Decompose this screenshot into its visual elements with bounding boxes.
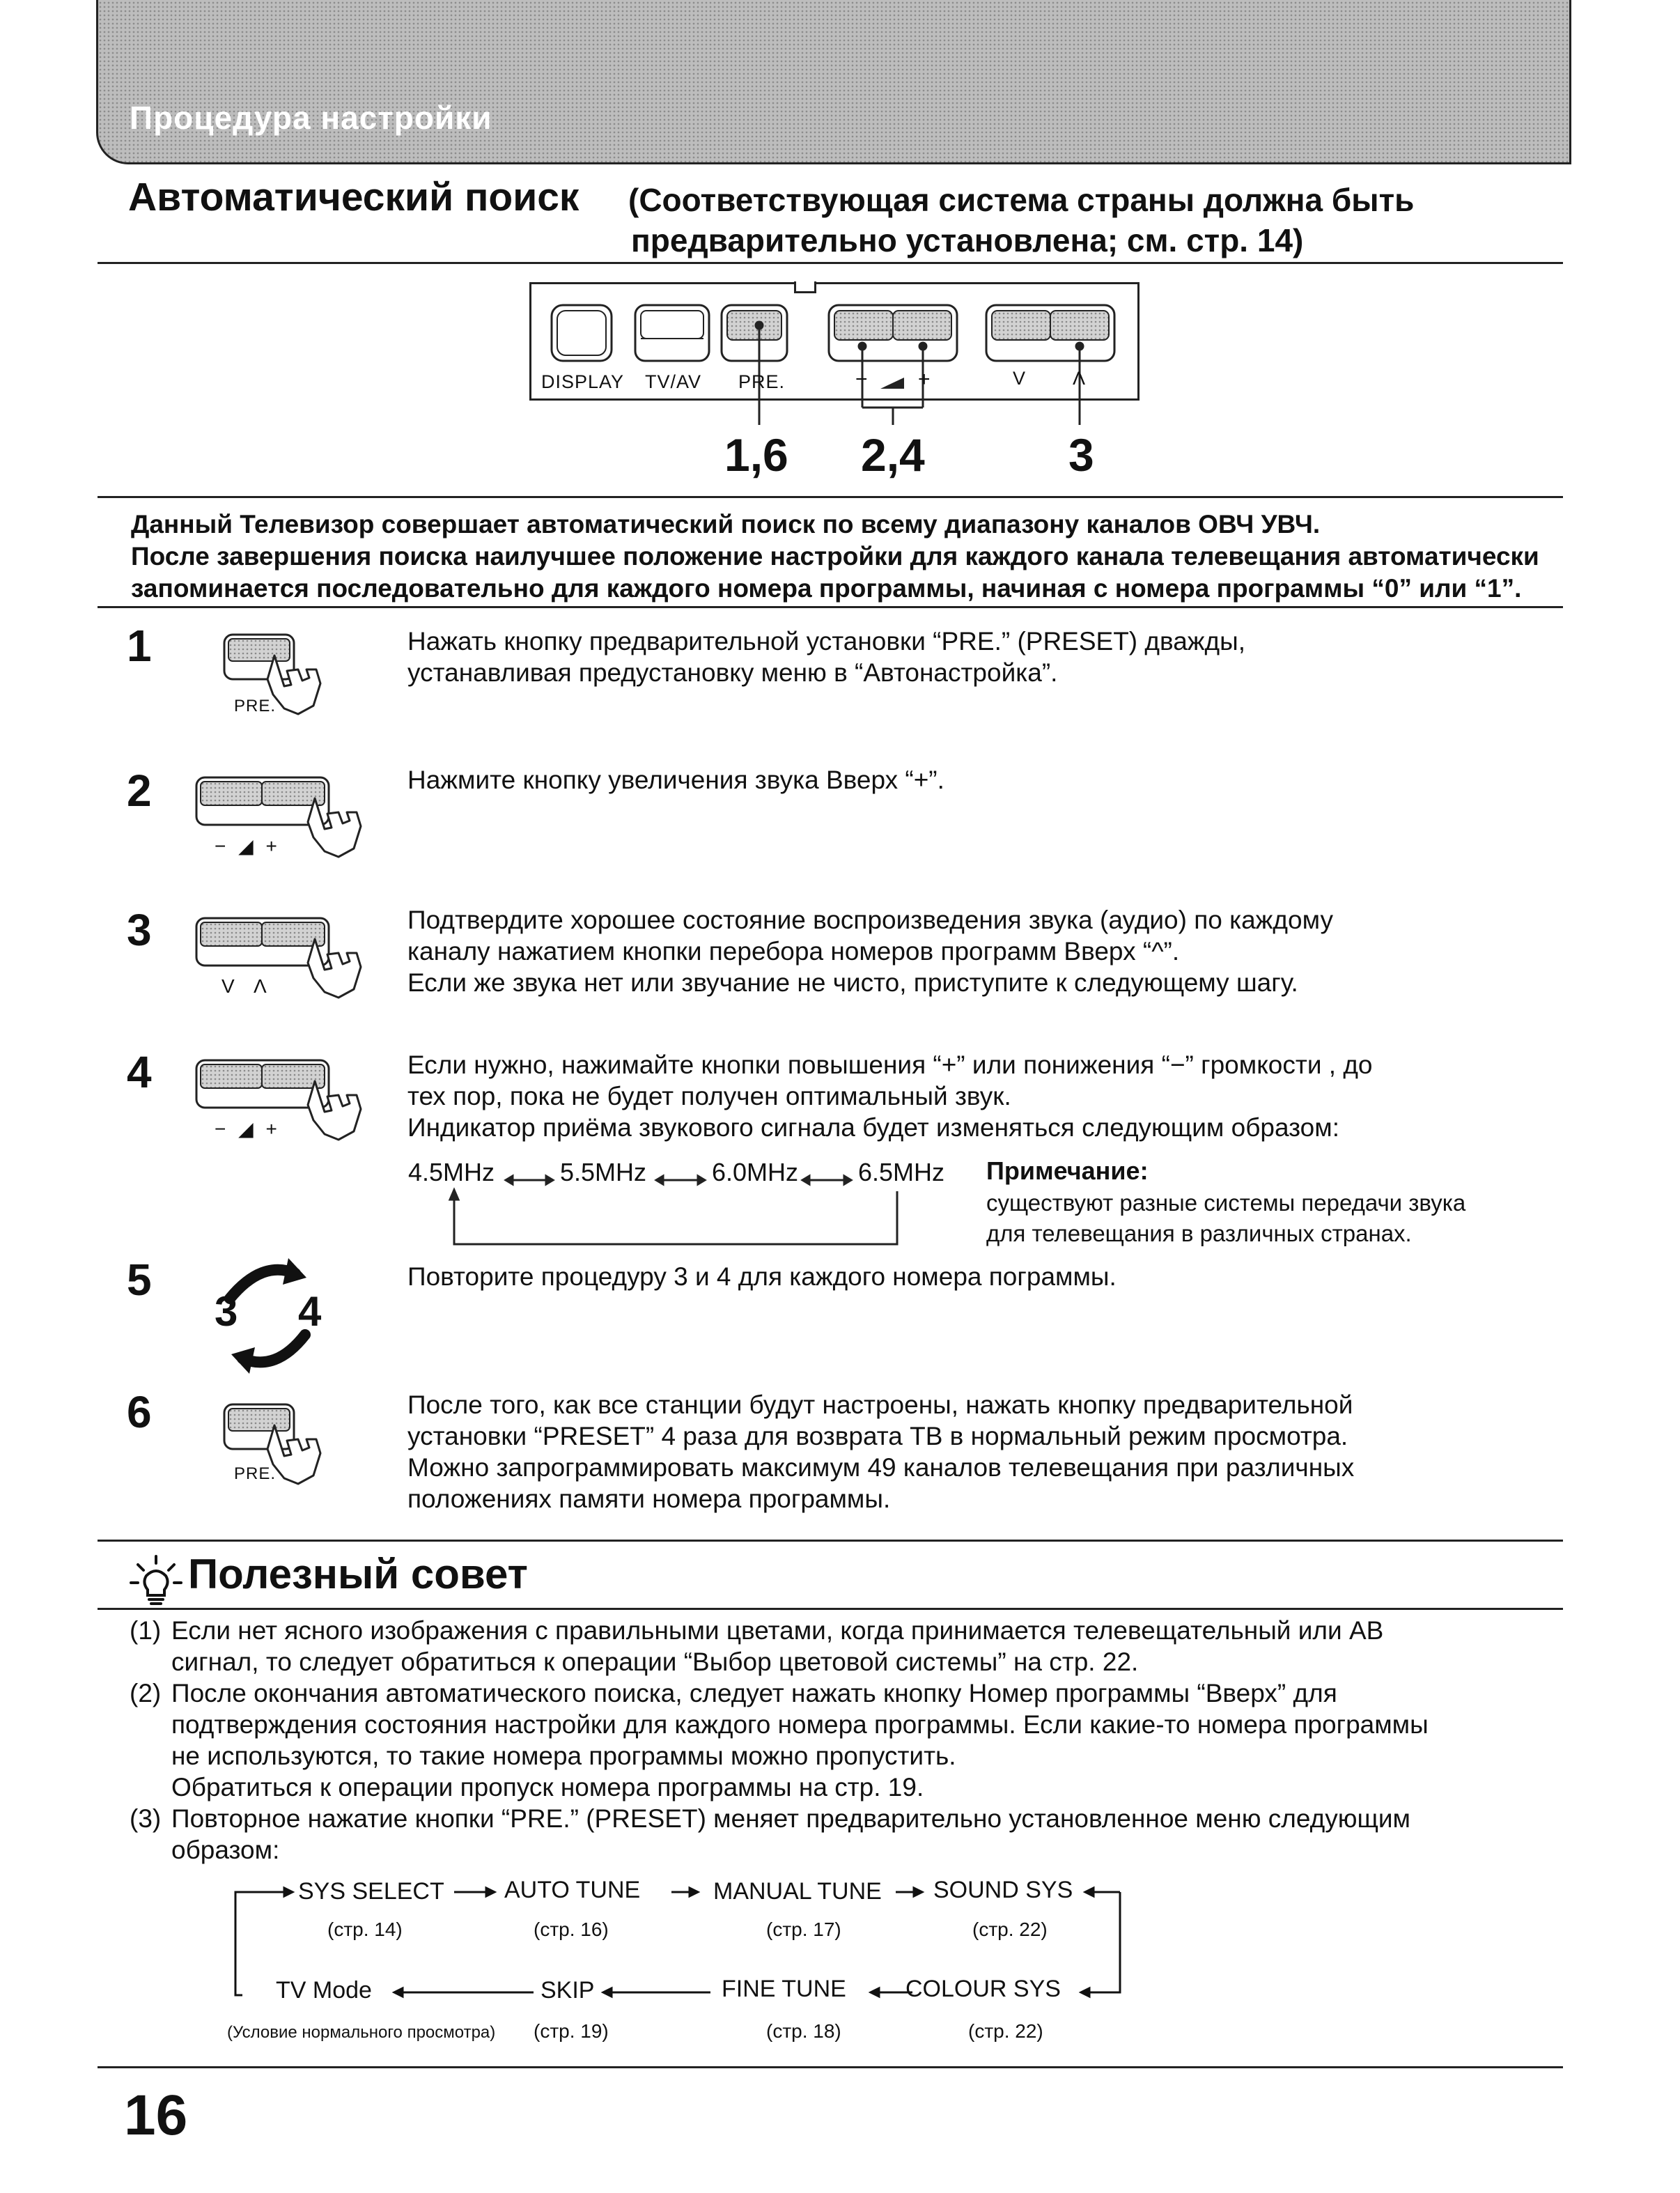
- hint-line: не используются, то такие номера программы можно пропустить.: [171, 1742, 956, 1770]
- flow-page-ref: (Условие нормального просмотра): [227, 2023, 496, 2042]
- flow-page-ref: (стр. 22): [968, 2020, 1043, 2042]
- tvav-label: TV/AV: [645, 371, 702, 392]
- icon-label: V Λ: [221, 975, 267, 997]
- step-text: [407, 1261, 1592, 1292]
- step-line: Нажать кнопку предварительной установки “PRE.” (PRESET) дважды,: [407, 627, 1246, 656]
- volume-wedge-icon: [879, 376, 905, 390]
- flow-page-ref: (стр. 18): [766, 2020, 841, 2042]
- flow-step-label: FINE TUNE: [722, 1976, 846, 2002]
- flow-page-ref: (стр. 17): [766, 1919, 841, 1940]
- step-text: [407, 1389, 1592, 1514]
- display-button-icon: [552, 305, 612, 361]
- hint-marker: (1): [130, 1616, 162, 1645]
- step-number: 4: [127, 1047, 152, 1097]
- flow-step-label: SOUND SYS: [933, 1877, 1073, 1903]
- page-title: Автоматический поиск: [128, 175, 580, 219]
- hint-list: [130, 1615, 1585, 1866]
- footer-divider: [98, 2066, 1563, 2068]
- pre-label: PRE.: [738, 371, 786, 392]
- step-text: [407, 1049, 1592, 1143]
- step-number: 1: [127, 621, 152, 671]
- display-label: DISPLAY: [541, 371, 625, 392]
- hint-line: образом:: [171, 1836, 280, 1864]
- hint-line: Если нет ясного изображения с правильными цветами, когда принимается телевещательный или АВ: [171, 1616, 1384, 1645]
- flow-step-label: MANUAL TUNE: [713, 1878, 882, 1905]
- lightbulb-icon: [128, 1553, 184, 1609]
- volume-minus-label: −: [855, 368, 869, 391]
- icon-label: PRE.: [234, 697, 277, 715]
- hint-line: Повторное нажатие кнопки “PRE.” (PRESET) меняет предварительно установленное меню следующим: [171, 1804, 1410, 1833]
- hint-title-divider: [98, 1608, 1563, 1610]
- cycle-step-four: 4: [298, 1288, 322, 1335]
- title-divider: [98, 262, 1563, 264]
- intro-top-divider: [98, 496, 1563, 498]
- flow-page-ref: (стр. 16): [534, 1919, 609, 1940]
- hint-item: [130, 1803, 1585, 1866]
- icon-label: − ◢ +: [215, 835, 278, 857]
- hint-item: [130, 1677, 1585, 1803]
- callout-number: 1,6: [724, 429, 788, 481]
- step-line: Нажмите кнопку увеличения звука Вверх “+”.: [407, 766, 944, 794]
- page-title-note: [628, 180, 1414, 261]
- cycle-step-three: 3: [215, 1288, 238, 1335]
- frequency-value: 4.5MHz: [408, 1158, 495, 1186]
- note-line: для телевещания в различных странах.: [986, 1221, 1412, 1246]
- hint-line: сигнал, то следует обратиться к операции “Выбор цветовой системы” на стр. 22.: [171, 1648, 1139, 1676]
- flow-step-label: AUTO TUNE: [504, 1877, 641, 1903]
- intro-line: После завершения поиска наилучшее положение настройки для каждого канала телевещания автоматически: [131, 542, 1539, 571]
- step-text: [407, 764, 1592, 796]
- hint-marker: (2): [130, 1679, 162, 1707]
- flow-step-label: SYS SELECT: [298, 1878, 444, 1905]
- icon-label: − ◢ +: [215, 1118, 278, 1140]
- step-text: [407, 626, 1592, 688]
- step-number: 3: [127, 905, 152, 955]
- programme-up-label: Λ: [1073, 368, 1087, 389]
- callout-number: 2,4: [861, 429, 925, 481]
- flow-page-ref: (стр. 22): [972, 1919, 1048, 1940]
- step-line: положениях памяти номера программы.: [407, 1485, 891, 1513]
- step-line: После того, как все станции будут настроены, нажать кнопку предварительной: [407, 1390, 1353, 1419]
- tvav-button-icon: [635, 305, 709, 361]
- hint-line: подтверждения состояния настройки для каждого номера программы. Если какие-то номера программы: [171, 1710, 1429, 1739]
- page-number: 16: [124, 2084, 188, 2147]
- step-line: Можно запрограммировать максимум 49 каналов телевещания при различных: [407, 1453, 1355, 1482]
- pre-button-icon: [722, 305, 787, 361]
- step-line: устанавливая предустановку меню в “Автонастройка”.: [407, 658, 1058, 687]
- intro-bottom-divider: [98, 606, 1563, 608]
- note-title: Примечание:: [986, 1156, 1149, 1185]
- flow-page-ref: (стр. 19): [534, 2020, 609, 2042]
- hint-line: Обратиться к операции пропуск номера программы на стр. 19.: [171, 1773, 924, 1801]
- flow-step-label: COLOUR SYS: [905, 1976, 1061, 2002]
- volume-plus-label: +: [918, 368, 931, 391]
- step-line: Если же звука нет или звучание не чисто, приступите к следующему шагу.: [407, 968, 1298, 997]
- section-header-band: [96, 0, 1571, 164]
- step-line: Если нужно, нажимайте кнопки повышения “+” или понижения “−” громкости , до: [407, 1051, 1373, 1079]
- intro-paragraph: [131, 509, 1566, 605]
- step-number: 5: [127, 1255, 152, 1305]
- note-line: существуют разные системы передачи звука: [986, 1190, 1466, 1216]
- icon-label: PRE.: [234, 1464, 277, 1483]
- title-note-line-1: (Соответствующая система страны должна быть: [628, 182, 1415, 218]
- frequency-cycle-arrows: [404, 1170, 933, 1254]
- step-line: тех пор, пока не будет получен оптимальный звук.: [407, 1082, 1011, 1110]
- hint-top-divider: [98, 1540, 1563, 1542]
- note-body: [986, 1188, 1530, 1249]
- frequency-value: 6.5MHz: [858, 1158, 945, 1186]
- step-line: Индикатор приёма звукового сигнала будет изменяться следующим образом:: [407, 1113, 1339, 1142]
- callout-number: 3: [1068, 429, 1094, 481]
- step-number: 6: [127, 1387, 152, 1437]
- programme-rocker-icon: [986, 305, 1114, 361]
- step-number: 2: [127, 766, 152, 816]
- step-line: Повторите процедуру 3 и 4 для каждого номера пограммы.: [407, 1262, 1117, 1291]
- flow-step-label: TV Mode: [276, 1977, 372, 2004]
- step-line: каналу нажатием кнопки перебора номеров программ Вверх “^”.: [407, 937, 1180, 966]
- hint-item: [130, 1615, 1585, 1677]
- volume-rocker-icon: [829, 305, 957, 361]
- hint-title: Полезный совет: [188, 1551, 528, 1597]
- section-title: Процедура настройки: [130, 100, 492, 136]
- flow-page-ref: (стр. 14): [327, 1919, 403, 1940]
- step-text: [407, 904, 1592, 998]
- intro-line: запоминается последовательно для каждого номера программы, начиная с номера программы “0” или “1”.: [131, 574, 1522, 603]
- hint-line: После окончания автоматического поиска, следует нажать кнопку Номер программы “Вверх” для: [171, 1679, 1337, 1707]
- intro-line: Данный Телевизор совершает автоматический поиск по всему диапазону каналов ОВЧ УВЧ.: [131, 510, 1321, 538]
- flow-step-label: SKIP: [540, 1977, 595, 2004]
- frequency-value: 5.5MHz: [560, 1158, 647, 1186]
- title-note-line-2: предварительно установлена; см. стр. 14): [631, 222, 1304, 258]
- step-line: Подтвердите хорошее состояние воспроизведения звука (аудио) по каждому: [407, 906, 1333, 934]
- hint-marker: (3): [130, 1804, 162, 1833]
- programme-down-label: V: [1013, 368, 1027, 389]
- frequency-value: 6.0MHz: [712, 1158, 799, 1186]
- step-line: установки “PRESET” 4 раза для возврата ТВ в нормальный режим просмотра.: [407, 1422, 1348, 1450]
